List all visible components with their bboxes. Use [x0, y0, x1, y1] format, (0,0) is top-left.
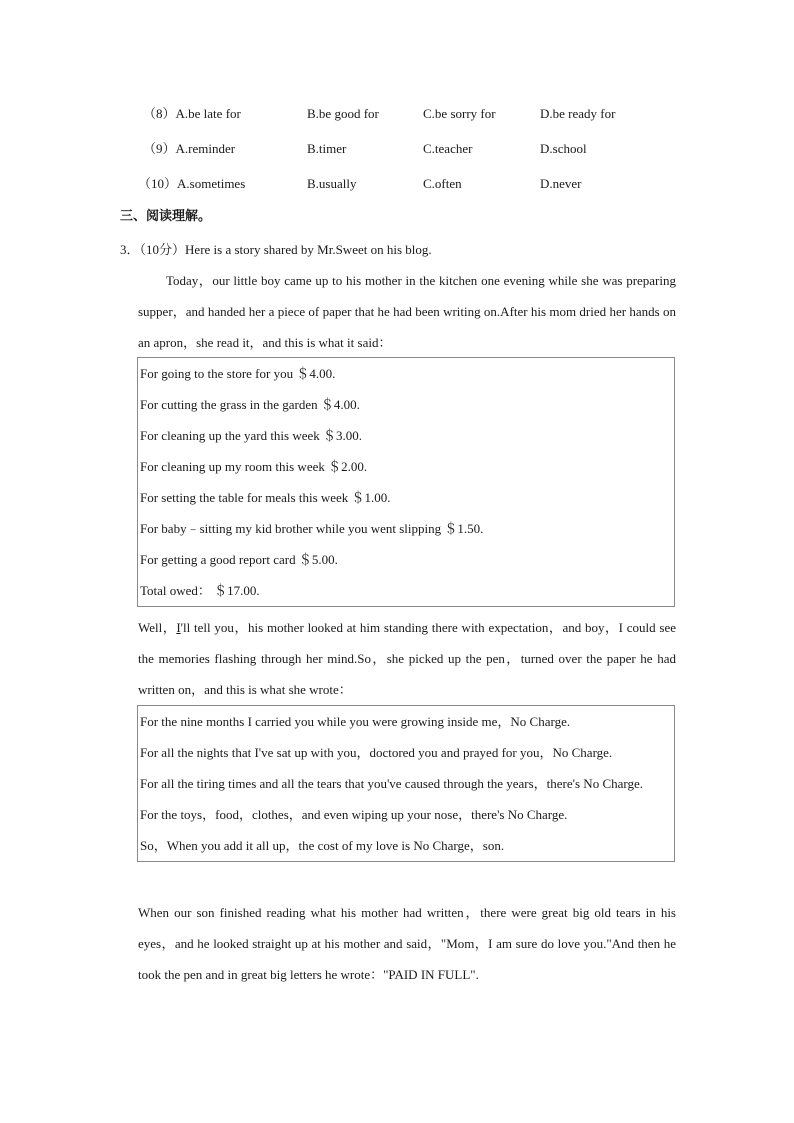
reply-line: For the nine months I carried you while you were growing inside me，No Charge. — [140, 714, 571, 729]
bill-line: For cleaning up my room this week ＄2.00. — [140, 459, 368, 474]
option-10-b: B.usually — [307, 176, 357, 191]
bill-line: For setting the table for meals this week ＄1.00. — [140, 490, 391, 505]
option-8-c: C.be sorry for — [423, 106, 496, 121]
underlined-word: I — [176, 620, 181, 635]
question-points: （10分） — [139, 242, 186, 257]
option-9-b: B.timer — [307, 141, 347, 156]
option-8-d: D.be ready for — [540, 106, 616, 121]
option-9-c: C.teacher — [423, 141, 473, 156]
bill-box — [137, 357, 675, 607]
reply-line: So，When you add it all up，the cost of my love is No Charge，son. — [140, 838, 505, 853]
section-title: 三、阅读理解。 — [120, 209, 212, 224]
option-9-d: D.school — [540, 141, 587, 156]
reply-box — [137, 705, 675, 862]
question-intro: Here is a story shared by Mr.Sweet on his blog. — [185, 242, 432, 257]
option-8-a: （8）A.be late for — [143, 106, 241, 121]
bill-line: For going to the store for you ＄4.00. — [140, 366, 336, 381]
question-header — [120, 240, 432, 260]
story-paragraph-3: When our son finished reading what his mother had written，there were great big old tears in his eyes，and he looked straight up at his mother and said，"Mom，I am sure do love you."And then he took the pen and in great big letters he wrote："PAID IN FULL". — [138, 905, 676, 982]
option-10-c: C.often — [423, 176, 462, 191]
option-10-a: （10）A.sometimes — [138, 176, 246, 191]
bill-line: For cleaning up the yard this week ＄3.00. — [140, 428, 363, 443]
story-paragraph-1: Today，our little boy came up to his mother in the kitchen one evening while she was preparing supper，and handed her a piece of paper that he had been writing on.After his mom dried her hands on an apron，she read it，and this is what it said： — [138, 273, 676, 350]
reply-line: For all the nights that I've sat up with you，doctored you and prayed for you，No Charge. — [140, 745, 613, 760]
option-9-a: （9）A.reminder — [143, 141, 236, 156]
reply-line: For all the tiring times and all the tears that you've caused through the years，there's No Charge. — [140, 776, 644, 791]
reply-line: For the toys，food，clothes，and even wiping up your nose，there's No Charge. — [140, 807, 568, 822]
bill-line: For cutting the grass in the garden ＄4.00. — [140, 397, 360, 412]
bill-line: For baby﹣sitting my kid brother while you went slipping ＄1.50. — [140, 521, 484, 536]
option-10-d: D.never — [540, 176, 582, 191]
bill-total: Total owed： ＄17.00. — [140, 583, 260, 598]
question-number: 3． — [120, 242, 140, 257]
option-8-b: B.be good for — [307, 106, 379, 121]
bill-line: For getting a good report card ＄5.00. — [140, 552, 338, 567]
story-paragraph-2: Well，I'll tell you，his mother looked at him standing there with expectation，and boy，I could see the memories flashing through her mind.So，she picked up the pen，turned over the paper he had written on，and this is what she wrote： — [138, 620, 676, 697]
